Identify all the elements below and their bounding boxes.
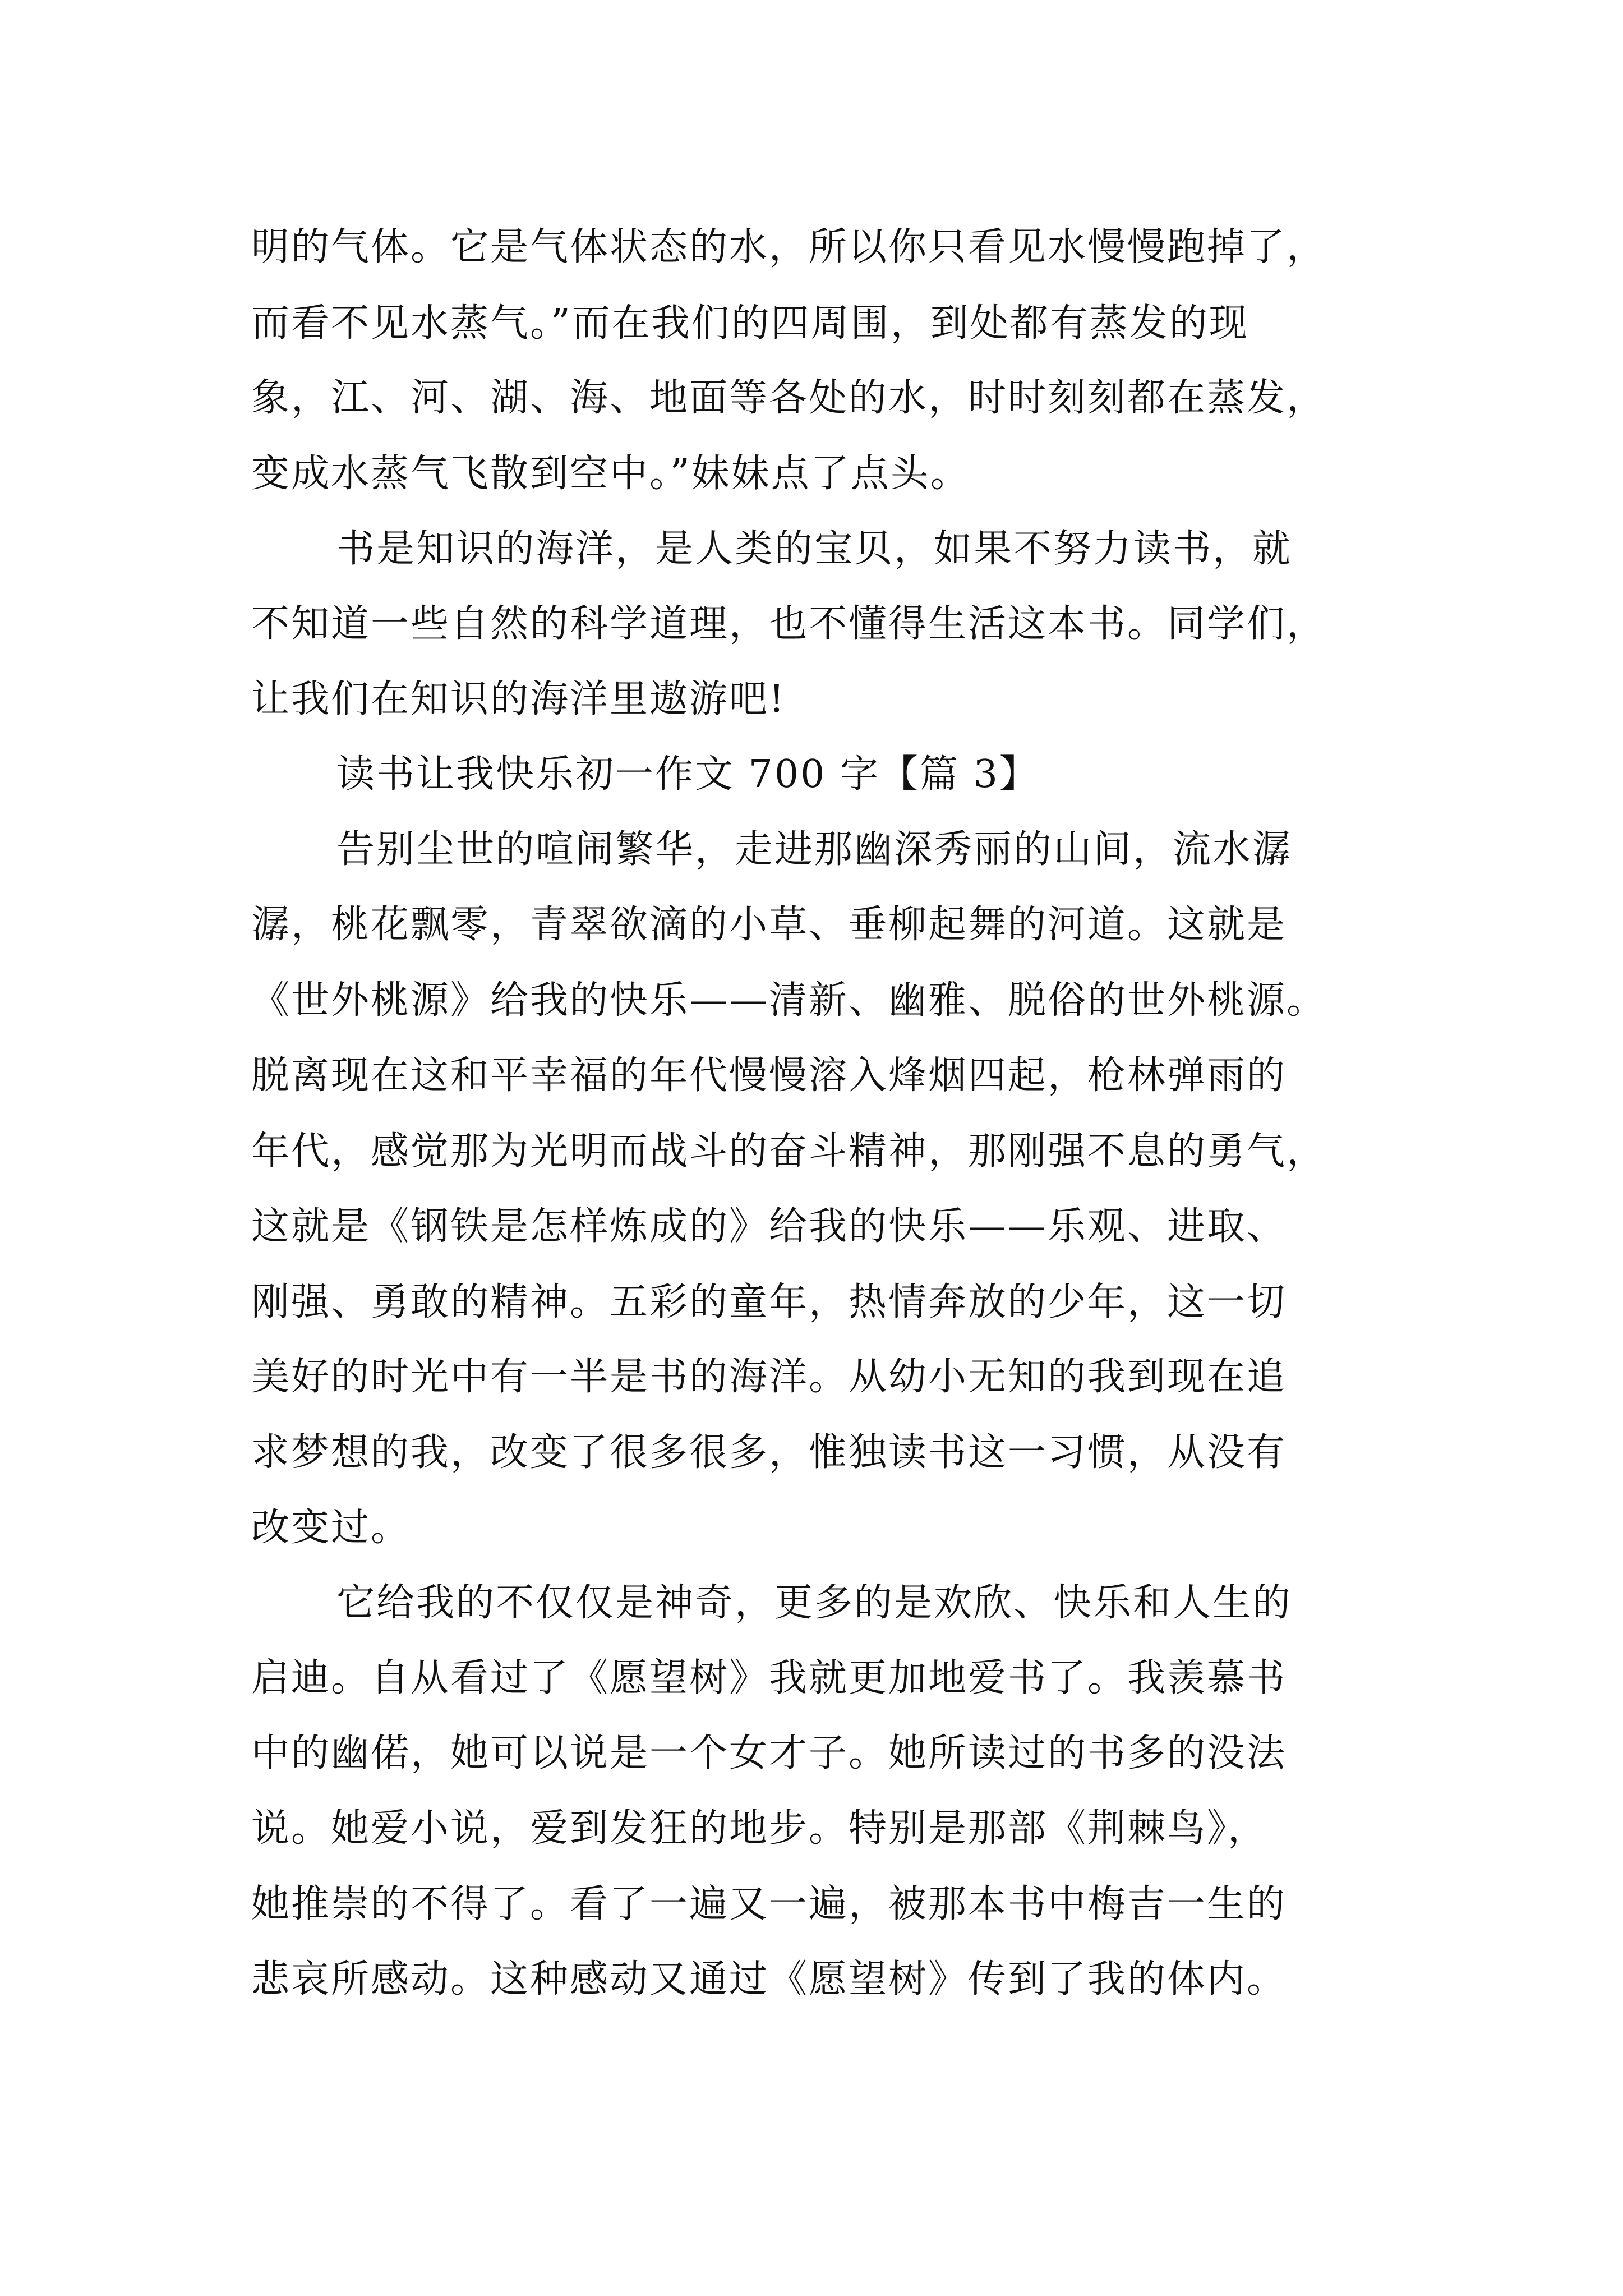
paragraph-line: 她推崇的不得了。看了一遍又一遍，被那本书中梅吉一生的 (251, 1882, 1287, 1926)
paragraph-line: 不知道一些自然的科学道理，也不懂得生活这本书。同学们， (251, 602, 1327, 646)
paragraph-line: 说。她爱小说，爱到发狂的地步。特别是那部《荆棘鸟》， (251, 1806, 1268, 1851)
paragraph-line: 明的气体。它是气体状态的水，所以你只看见水慢慢跑掉了， (251, 225, 1327, 269)
paragraph-line: 告别尘世的喧闹繁华，走进那幽深秀丽的山间，流水潺 (336, 827, 1293, 872)
paragraph-line: 脱离现在这和平幸福的年代慢慢溶入烽烟四起，枪林弹雨的 (251, 1053, 1287, 1098)
paragraph-line: 求梦想的我，改变了很多很多，惟独读书这一习惯，从没有 (251, 1430, 1287, 1475)
paragraph-line: 中的幽偌，她可以说是一个女才子。她所读过的书多的没法 (251, 1731, 1287, 1775)
paragraph-line: 启迪。自从看过了《愿望树》我就更加地爱书了。我羡慕书 (251, 1656, 1287, 1700)
paragraph-line: 年代，感觉那为光明而战斗的奋斗精神，那刚强不息的勇气， (251, 1129, 1327, 1174)
paragraph-line: 书是知识的海洋，是人类的宝贝，如果不努力读书，就 (336, 527, 1293, 571)
paragraph-line: 美好的时光中有一半是书的海洋。从幼小无知的我到现在追 (251, 1355, 1287, 1399)
paragraph-line: 《世外桃源》给我的快乐——清新、幽雅、脱俗的世外桃源。 (251, 978, 1327, 1023)
paragraph-line: 而看不见水蒸气。”而在我们的四周围，到处都有蒸发的现 (251, 301, 1249, 346)
paragraph-line: 它给我的不仅仅是神奇，更多的是欢欣、快乐和人生的 (336, 1581, 1293, 1625)
paragraph-line: 变成水蒸气飞散到空中。”妹妹点了点头。 (251, 452, 970, 496)
paragraph-line: 让我们在知识的海洋里遨游吧! (251, 677, 786, 721)
paragraph-line: 象，江、河、湖、海、地面等各处的水，时时刻刻都在蒸发， (251, 376, 1327, 420)
paragraph-line: 这就是《钢铁是怎样炼成的》给我的快乐——乐观、进取、 (251, 1204, 1287, 1249)
paragraph-line: 潺，桃花飘零，青翠欲滴的小草、垂柳起舞的河道。这就是 (251, 903, 1287, 947)
paragraph-line: 改变过。 (251, 1506, 411, 1550)
paragraph-line: 刚强、勇敢的精神。五彩的童年，热情奔放的少年，这一切 (251, 1280, 1287, 1324)
paragraph-line: 悲哀所感动。这种感动又通过《愿望树》传到了我的体内。 (251, 1957, 1287, 2001)
section-heading: 读书让我快乐初一作文 700 字【篇 3】 (336, 752, 1039, 797)
